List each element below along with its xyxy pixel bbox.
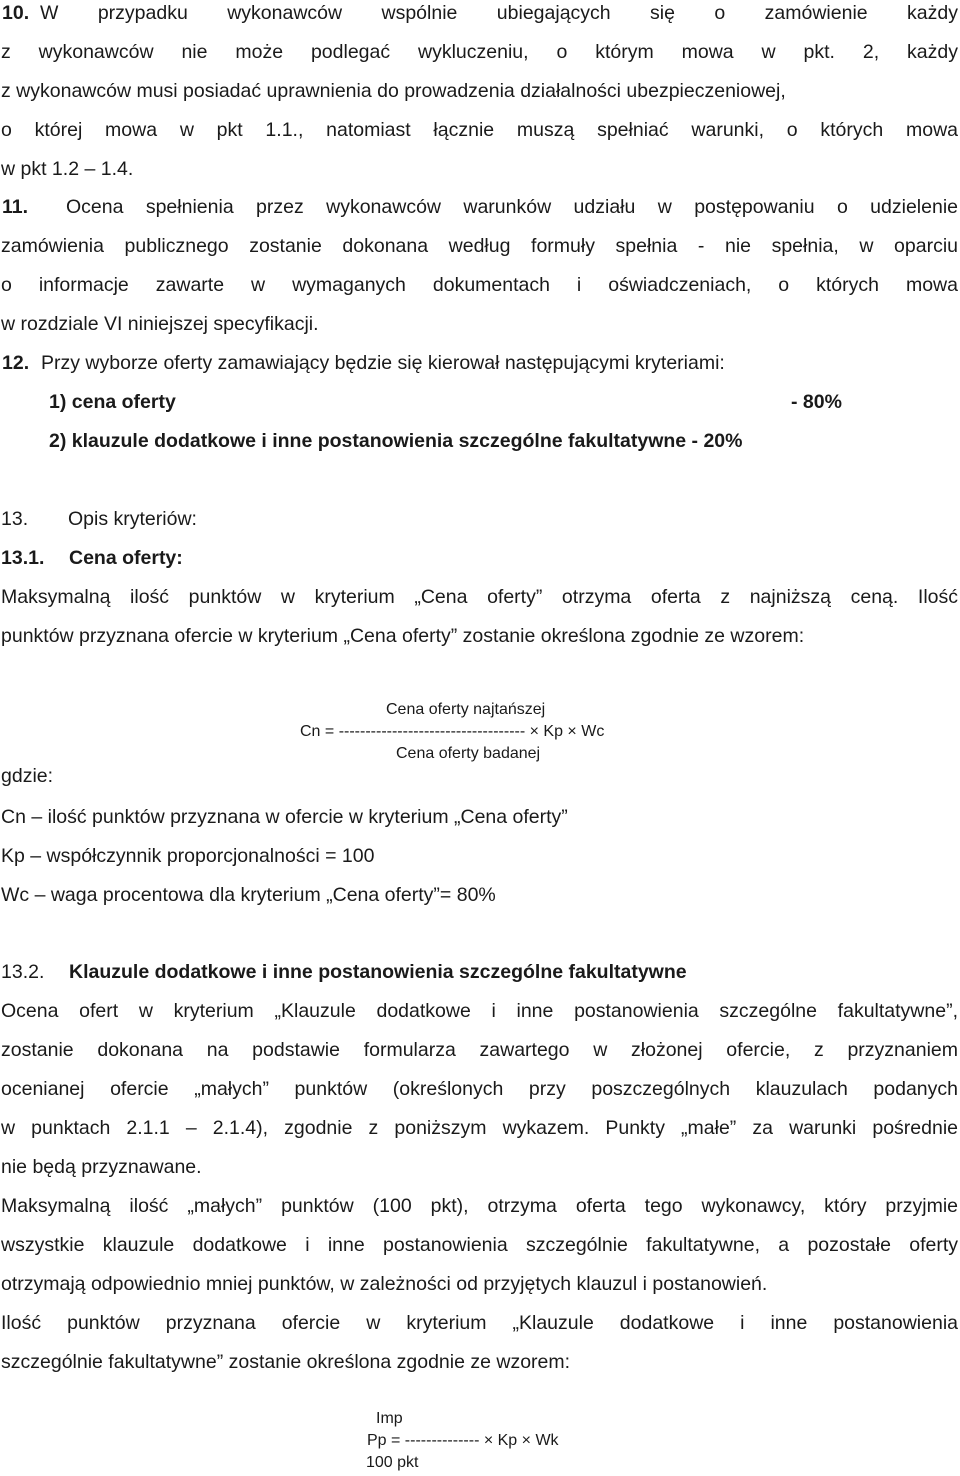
paragraph-line: z wykonawców musi posiadać uprawnienia do prowadzenia działalności ubezpieczeniowej,: [1, 80, 786, 102]
section-number: 11.: [2, 196, 29, 218]
paragraph-line: Ocena ofert w kryterium „Klauzule dodatkowe i inne postanowienia szczególne fakultatywne”,: [1, 1000, 958, 1022]
criteria-intro: Przy wyborze oferty zamawiający będzie się kierował następującymi kryteriami:: [41, 352, 725, 374]
paragraph-line: szczególnie fakultatywne” zostanie określona zgodnie ze wzorem:: [1, 1351, 571, 1373]
paragraph-line: w rozdziale VI niniejszej specyfikacji.: [1, 313, 319, 335]
paragraph-line: Maksymalną ilość punktów w kryterium „Cena oferty” otrzyma oferta z najniższą ceną. Ilość: [1, 586, 958, 608]
section-number: 12.: [2, 352, 30, 374]
paragraph-line: w punktach 2.1.1 – 2.1.4), zgodnie z poniższym wykazem. Punkty „małe” za warunki pośrednie: [1, 1117, 958, 1139]
paragraph-line: otrzymają odpowiednio mniej punktów, w zależności od przyjętych klauzul i postanowień.: [1, 1273, 768, 1295]
paragraph-line: o informacje zawarte w wymaganych dokumentach i oświadczeniach, o których mowa: [1, 274, 958, 296]
formula-line: Cn = ----------------------------------- × Kp × Wc: [300, 723, 605, 740]
criterion-clauses: 2) klauzule dodatkowe i inne postanowienia szczególne fakultatywne - 20%: [49, 430, 743, 452]
paragraph-line: Ocena spełnienia przez wykonawców warunków udziału w postępowaniu o udzielenie: [66, 196, 958, 218]
paragraph-line: ocenianej ofercie „małych” punktów (określonych przy poszczególnych klauzulach podanych: [1, 1078, 958, 1100]
definition-line: Wc – waga procentowa dla kryterium „Cena oferty”= 80%: [1, 884, 496, 906]
subsection-title: Klauzule dodatkowe i inne postanowienia szczególne fakultatywne: [69, 961, 687, 983]
paragraph-line: zostanie dokonana na podstawie formularza zawartego w złożonej ofercie, z przyznaniem: [1, 1039, 958, 1061]
paragraph-line: wszystkie klauzule dodatkowe i inne postanowienia szczególnie fakultatywne, a pozostałe oferty: [1, 1234, 958, 1256]
paragraph-line: Maksymalną ilość „małych” punktów (100 pkt), otrzyma oferta tego wykonawcy, który przyjmie: [1, 1195, 958, 1217]
where-label: gdzie:: [1, 765, 54, 787]
formula-line: Pp = -------------- × Kp × Wk: [367, 1432, 559, 1449]
formula-numerator: Cena oferty najtańszej: [386, 701, 546, 718]
section-number: 13.: [1, 508, 29, 530]
paragraph-line: zamówienia publicznego zostanie dokonana według formuły spełnia - nie spełnia, w oparciu: [1, 235, 958, 257]
criterion-price-weight: - 80%: [791, 391, 842, 413]
criterion-price-label: 1) cena oferty: [49, 391, 176, 413]
paragraph-line: punktów przyznana ofercie w kryterium „Cena oferty” zostanie określona zgodnie ze wzorem:: [1, 625, 805, 647]
formula-numerator: Imp: [376, 1410, 403, 1427]
paragraph-line: z wykonawców nie może podlegać wykluczeniu, o którym mowa w pkt. 2, każdy: [1, 41, 958, 63]
paragraph-line: Ilość punktów przyznana ofercie w kryterium „Klauzule dodatkowe i inne postanowienia: [1, 1312, 958, 1334]
definition-line: Cn – ilość punktów przyznana w ofercie w kryterium „Cena oferty”: [1, 806, 568, 828]
paragraph-line: w pkt 1.2 – 1.4.: [1, 158, 134, 180]
subsection-title: Cena oferty:: [69, 547, 183, 569]
subsection-number: 13.1.: [1, 547, 45, 569]
definition-line: Kp – współczynnik proporcjonalności = 100: [1, 845, 375, 867]
paragraph-line: nie będą przyznawane.: [1, 1156, 202, 1178]
paragraph-line: o której mowa w pkt 1.1., natomiast łącznie muszą spełniać warunki, o których mowa: [1, 119, 958, 141]
paragraph-line: W przypadku wykonawców wspólnie ubiegających się o zamówienie każdy: [40, 2, 958, 24]
section-title: Opis kryteriów:: [68, 508, 197, 530]
formula-denominator: Cena oferty badanej: [396, 745, 541, 762]
subsection-number: 13.2.: [1, 961, 45, 983]
formula-denominator: 100 pkt: [366, 1454, 419, 1471]
section-number: 10.: [2, 2, 30, 24]
